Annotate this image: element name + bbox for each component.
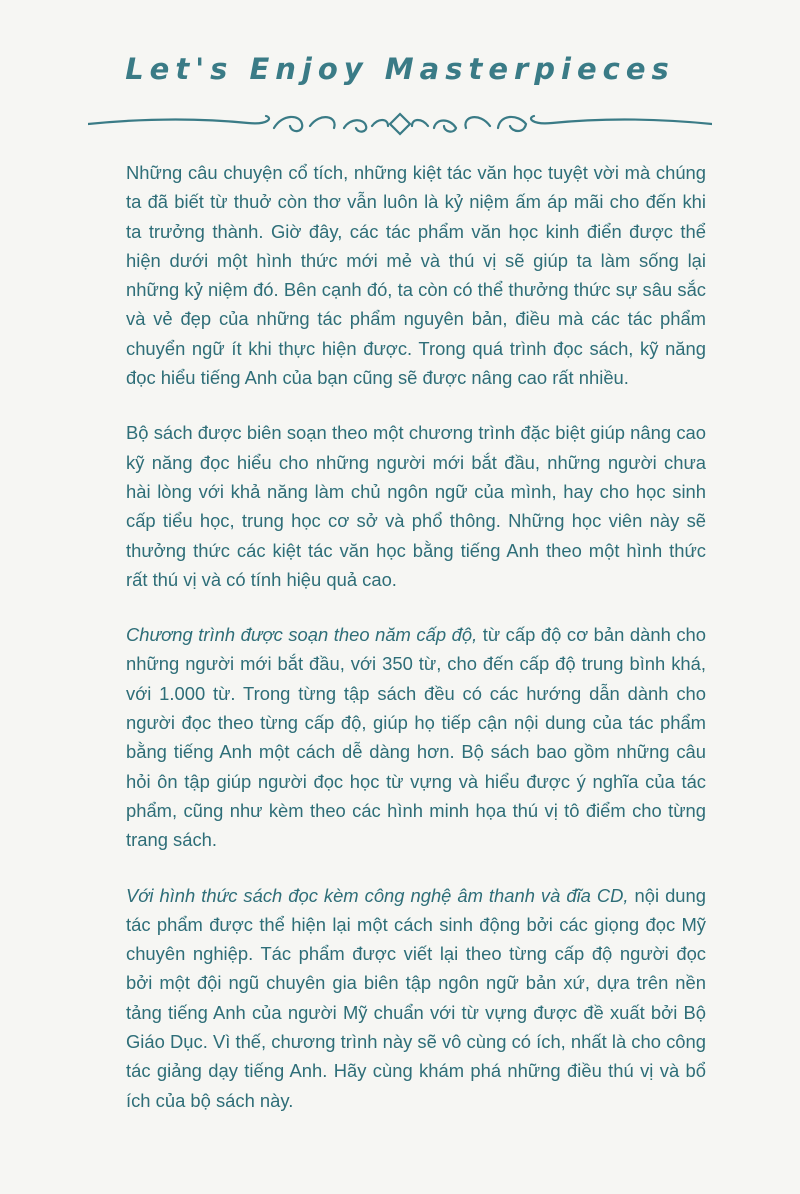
paragraph-text: nội dung tác phẩm được thể hiện lại một cách sinh động bởi các giọng đọc Mỹ chuyên nghiệp. Tác phẩm được viết lại theo từng cấp độ người đọc bởi một đội ngũ chuyên gia biên tập ngôn ngữ bản xứ, dựa trên nền tảng tiếng Anh của người Mỹ chuẩn với từ vựng được đề xuất bởi Bộ Giáo Dục. Vì thế, chương trình này sẽ vô cùng có ích, nhất là cho công tác giảng dạy tiếng Anh. Hãy cùng khám phá những điều thú vị và bổ ích của bộ sách này. [126, 884, 706, 1111]
paragraph-lead: Chương trình được soạn theo năm cấp độ, [126, 624, 478, 646]
paragraph-2 [126, 418, 706, 594]
body-text [126, 158, 706, 1141]
page-title: Let's Enjoy Masterpieces [125, 52, 675, 86]
paragraph-4 [126, 881, 706, 1115]
paragraph-text: Những câu chuyện cổ tích, những kiệt tác văn học tuyệt vời mà chúng ta đã biết từ thuở còn thơ vẫn luôn là kỷ niệm ấm áp mãi cho đến khi ta trưởng thành. Giờ đây, các tác phẩm văn học kinh điển được thể hiện dưới một hình thức mới mẻ và thú vị sẽ giúp ta làm sống lại những kỷ niệm đó. Bên cạnh đó, ta còn có thể thưởng thức sự sâu sắc và vẻ đẹp của những tác phẩm nguyên bản, điều mà các tác phẩm chuyển ngữ ít khi thực hiện được. Trong quá trình đọc sách, kỹ năng đọc hiểu tiếng Anh của bạn cũng sẽ được nâng cao rất nhiều. [126, 162, 706, 389]
paragraph-3 [126, 620, 706, 854]
paragraph-1 [126, 158, 706, 392]
paragraph-text: Bộ sách được biên soạn theo một chương trình đặc biệt giúp nâng cao kỹ năng đọc hiểu cho những người mới bắt đầu, những người chưa hài lòng với khả năng làm chủ ngôn ngữ của mình, hay cho học sinh cấp tiểu học, trung học cơ sở và phổ thông. Những học viên này sẽ thưởng thức các kiệt tác văn học bằng tiếng Anh theo một hình thức rất thú vị và có tính hiệu quả cao. [126, 422, 706, 590]
paragraph-lead: Với hình thức sách đọc kèm công nghệ âm thanh và đĩa CD, [126, 884, 629, 906]
paragraph-text: từ cấp độ cơ bản dành cho những người mới bắt đầu, với 350 từ, cho đến cấp độ trung bình khá, với 1.000 từ. Trong từng tập sách đều có các hướng dẫn dành cho người đọc theo từng cấp độ, giúp họ tiếp cận nội dung của tác phẩm bằng tiếng Anh một cách dễ dàng hơn. Bộ sách bao gồm những câu hỏi ôn tập giúp người đọc học từ vựng và hiểu được ý nghĩa của tác phẩm, cũng như kèm theo các hình minh họa thú vị tô điểm cho từng trang sách. [126, 624, 706, 851]
decorative-flourish-icon [88, 106, 712, 142]
